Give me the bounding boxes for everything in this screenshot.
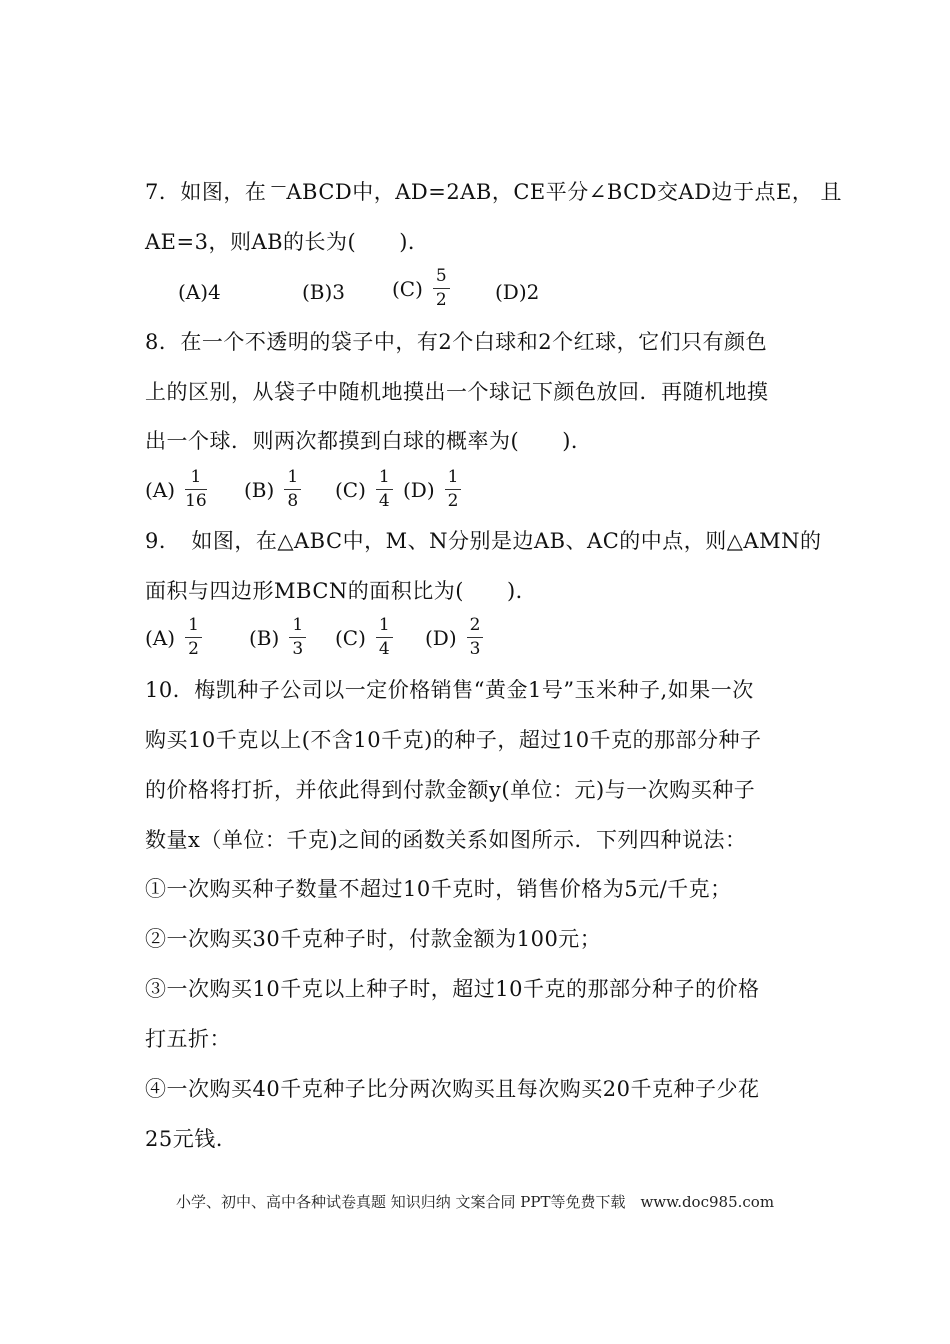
fraction-numerator: 2 xyxy=(469,615,481,635)
q7-option-c-label: (C) xyxy=(392,276,423,301)
fraction-bar xyxy=(467,637,484,638)
fraction-denominator: 2 xyxy=(188,639,199,659)
q8-option-a-label: (A) xyxy=(145,477,176,502)
fraction-denominator: 16 xyxy=(185,491,207,511)
fraction-bar xyxy=(445,489,462,490)
q9-line-2: 面积与四边形MBCN的面积比为( )． xyxy=(145,579,538,603)
fraction-denominator: 3 xyxy=(292,639,304,659)
q7-line-1-suffix: ABCD中，AD=2AB，CE平分∠BCD交AD边于点E， 且 xyxy=(286,180,843,204)
q9-option-c-label: (C) xyxy=(335,625,366,650)
q9-option-d-label: (D) xyxy=(425,625,457,650)
q7-option-c-fraction xyxy=(433,267,450,310)
q8-option-b[interactable] xyxy=(244,468,301,511)
fraction-bar xyxy=(433,288,450,289)
q9-option-c[interactable] xyxy=(335,616,393,659)
q8-option-d-fraction xyxy=(445,468,462,511)
q8-option-a-fraction xyxy=(185,468,207,511)
q9-option-d-fraction xyxy=(467,616,484,659)
q9-option-a[interactable] xyxy=(145,616,202,659)
fraction-numerator: 1 xyxy=(188,615,199,635)
q8-option-a[interactable] xyxy=(145,468,207,511)
q8-option-c[interactable] xyxy=(335,468,393,511)
fraction-bar xyxy=(185,489,207,490)
fraction-numerator: 5 xyxy=(435,266,447,286)
q9-line-1: 9． 如图，在△ABC中，M、N分别是边AB、AC的中点，则△AMN的 xyxy=(145,529,822,553)
fraction-bar xyxy=(284,489,301,490)
fraction-numerator: 1 xyxy=(378,615,390,635)
q7-line-1-prefix: 7．如图，在 xyxy=(145,180,267,204)
q7-option-b-label: (B)3 xyxy=(302,280,346,304)
fraction-bar xyxy=(376,637,393,638)
q10-line-1: 10．梅凯种子公司以一定价格销售“黄金1号”玉米种子,如果一次 xyxy=(145,678,754,702)
q7-option-a-label: (A)4 xyxy=(178,280,221,304)
q10-statement-1: ①一次购买种子数量不超过10千克时，销售价格为5元/千克； xyxy=(145,877,732,901)
fraction-bar xyxy=(289,637,306,638)
fraction-denominator: 2 xyxy=(435,290,447,310)
q10-statement-4-line-2: 25元钱. xyxy=(145,1127,223,1151)
fraction-numerator: 1 xyxy=(190,467,202,487)
q7-option-d[interactable] xyxy=(495,277,539,307)
fraction-numerator: 1 xyxy=(447,467,459,487)
q9-option-b-fraction xyxy=(289,616,306,659)
page-footer: 小学、初中、高中各种试卷真题 知识归纳 文案合同 PPT等免费下载 www.doc985.com xyxy=(175,1193,775,1211)
q8-line-1: 8．在一个不透明的袋子中，有2个白球和2个红球，它们只有颜色 xyxy=(145,330,768,354)
q8-option-b-label: (B) xyxy=(244,477,275,502)
q8-option-d[interactable] xyxy=(403,468,461,511)
q9-option-a-fraction xyxy=(185,616,202,659)
q8-line-3: 出一个球．则两次都摸到白球的概率为( )． xyxy=(145,429,593,453)
q10-statement-4-line-1: ④一次购买40千克种子比分两次购买且每次购买20千克种子少花 xyxy=(145,1077,760,1101)
q8-option-d-label: (D) xyxy=(403,477,435,502)
fraction-numerator: 1 xyxy=(292,615,304,635)
q9-option-b[interactable] xyxy=(249,616,306,659)
q8-line-2: 上的区别，从袋子中随机地摸出一个球记下颜色放回．再随机地摸 xyxy=(145,380,769,404)
q7-option-a[interactable] xyxy=(178,277,221,307)
q9-option-d[interactable] xyxy=(425,616,483,659)
q7-line-2: AE=3，则AB的长为( )． xyxy=(145,230,430,254)
q10-line-3: 的价格将打折，并依此得到付款金额y(单位：元)与一次购买种子 xyxy=(145,778,756,802)
q10-statement-3-line-2: 打五折： xyxy=(145,1027,231,1051)
q7-option-d-label: (D)2 xyxy=(495,280,540,304)
fraction-denominator: 4 xyxy=(378,491,390,511)
fraction-numerator: 1 xyxy=(378,467,390,487)
fraction-bar xyxy=(185,637,202,638)
q9-option-b-label: (B) xyxy=(249,625,280,650)
fraction-denominator: 4 xyxy=(378,639,390,659)
fraction-denominator: 3 xyxy=(469,639,481,659)
q7-option-c[interactable] xyxy=(392,267,450,310)
q9-option-c-fraction xyxy=(376,616,393,659)
fraction-bar xyxy=(376,489,393,490)
q7-line-1 xyxy=(145,177,842,207)
q10-line-4: 数量x（单位：千克)之间的函数关系如图所示．下列四种说法： xyxy=(145,828,747,852)
fraction-numerator: 1 xyxy=(287,467,299,487)
parallelogram-symbol-icon xyxy=(269,186,286,195)
q7-option-b[interactable] xyxy=(302,277,345,307)
q8-option-c-label: (C) xyxy=(335,477,366,502)
q8-option-c-fraction xyxy=(376,468,393,511)
fraction-denominator: 2 xyxy=(447,491,459,511)
fraction-denominator: 8 xyxy=(287,491,299,511)
q9-option-a-label: (A) xyxy=(145,625,176,650)
q8-option-b-fraction xyxy=(284,468,301,511)
q10-statement-2: ②一次购买30千克种子时，付款金额为100元； xyxy=(145,927,602,951)
q10-statement-3-line-1: ③一次购买10千克以上种子时，超过10千克的那部分种子的价格 xyxy=(145,977,760,1001)
q10-line-2: 购买10千克以上(不含10千克)的种子，超过10千克的那部分种子 xyxy=(145,728,762,752)
